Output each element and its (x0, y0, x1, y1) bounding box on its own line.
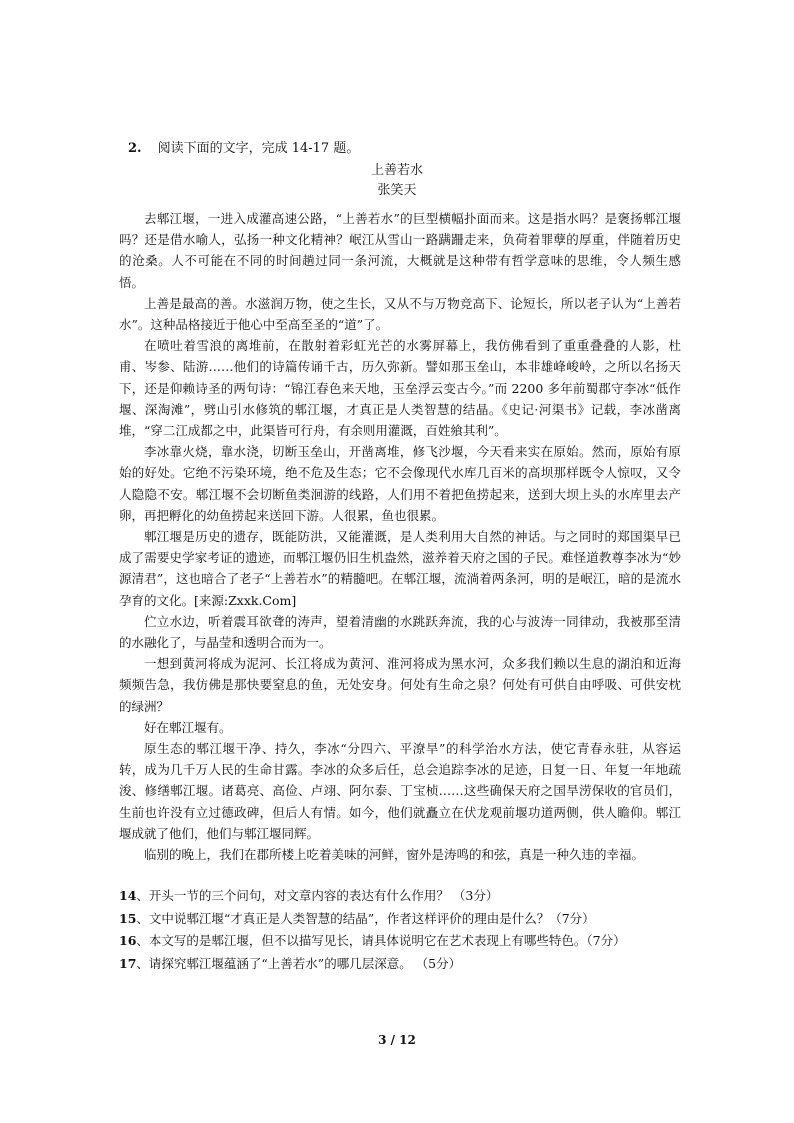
article-title: 上善若水 (370, 163, 423, 178)
paragraph: 去郫江堰，一进入成灌高速公路，“上善若水”的巨型横幅扑面而来。这是指水吗？是褒扬郫江堰吗？还是借水喻人，弘扬一种文化精神？岷江从雪山一路蹒跚走来，负荷着罪孽的厚重，伴随着历史的沧桑。人不可能在不同的时间趟过同一条河流，大概就是这种带有哲学意味的思维，令人频生感悟。 (119, 211, 681, 290)
paragraph: 原生态的郫江堰干净、持久，李冰“分四六、平潦旱”的科学治水方法，使它青春永驻，从容运转，成为几千万人民的生命甘露。李冰的众多后任，总会追踪李冰的足迹，日复一日、年复一年地疏浚、修缮郫江堰。诸葛亮、高俭、卢翊、阿尔泰、丁宝桢……这些确保天府之国旱涝保收的官员们，生前也许没有立过德政碑，但后人有情。如今，他们就矗立在伏龙观前堰功道两侧，供人瞻仰。郫江堰成就了他们，他们与郫江堰同辉。 (119, 741, 681, 841)
question-item: 17、请探究郫江堰蕴涵了“上善若水”的哪几层深意。 （5分） (119, 955, 462, 971)
paragraph: 一想到黄河将成为泥河、长江将成为黄河、淮河将成为黑水河，众多我们赖以生息的湖泊和近海频频告急，我仿佛是那快要窒息的鱼，无处安身。何处有生命之泉？何处有可供自由呼吸、可供安枕的绿洲？ (119, 656, 681, 714)
paragraph: 在喷吐着雪浪的离堆前，在散射着彩虹光芒的水雾屏幕上，我仿佛看到了重重叠叠的人影，杜甫、岑参、陆游……他们的诗篇传诵千古，历久弥新。譬如那玉垒山，本非雄峰峻岭，之所以名扬天下，还是仰赖诗圣的两句诗：“锦江春色来天地，玉垒浮云变古今。”而 2200 多年前蜀郡守李冰“低作堰、深淘滩”，劈山引水修筑的郫江堰，才真正是人类智慧的结晶。《史记·河渠书》记载，李冰凿离堆，“穿二江成都之中，此渠皆可行舟，有余则用灌溉，百姓飨其利”。 (119, 338, 681, 439)
page-number: 3 / 12 (378, 1033, 416, 1047)
question-item: 15、文中说郫江堰“才真正是人类智慧的结晶”，作者这样评价的理由是什么？（7分） (119, 910, 595, 926)
paragraph: 郫江堰是历史的遗存，既能防洪，又能灌溉，是人类利用大自然的神话。与之同时的郑国渠早已成了需要史学家考证的遗迹，而郫江堰仍旧生机盎然，滋养着天府之国的子民。难怪道教尊李冰为“妙源清君”，这也暗合了老子“上善若水”的精髓吧。在郫江堰，流淌着两条河，明的是岷江，暗的是流水孕育的文化。[来源:Zxxk.Com] (119, 529, 681, 608)
question-item: 14、开头一节的三个问句，对文章内容的表达有什么作用？ （3分） (119, 888, 499, 903)
question-item: 16、本文写的是郫江堰，但不以描写见长，请具体说明它在艺术表现上有哪些特色。（7分） (119, 933, 626, 948)
paragraph: 伫立水边，听着震耳欲聋的涛声，望着清幽的水跳跃奔流，我的心与波涛一同律动，我被那至清的水融化了，与晶莹和透明合而为一。 (119, 613, 681, 651)
question-instruction: 阅读下面的文字，完成 14-17 题。 (157, 141, 360, 156)
article-body (119, 208, 681, 865)
question-number: 2. (128, 141, 142, 156)
paragraph: 临别的晚上，我们在郡所楼上吃着美味的河鲜，窗外是涛鸣的和弦，真是一种久违的幸福。 (144, 847, 645, 863)
question-list (119, 885, 699, 975)
question-header (128, 140, 359, 158)
paragraph: 上善是最高的善。水滋润万物，使之生长，又从不与万物竞高下、论短长，所以老子认为“上善若水”。这种品格接近于他心中至高至圣的“道”了。 (119, 295, 681, 333)
paragraph: 好在郫江堰有。 (144, 719, 232, 735)
article-author: 张笑天 (377, 183, 417, 198)
paragraph: 李冰靠火烧，靠水浇，切断玉垒山，开凿离堆，修飞沙堰，今天看来实在原始。然而，原始有原始的好处。它绝不污染环境，绝不危及生态；它不会像现代水库几百米的高坝那样既令人惊叹，又令人隐隐不安。郫江堰不会切断鱼类洄游的线路，人们用不着把鱼捞起来，送到大坝上头的水库里去产卵，再把孵化的幼鱼捞起来送回下游。人很累，鱼也很累。 (119, 444, 681, 523)
